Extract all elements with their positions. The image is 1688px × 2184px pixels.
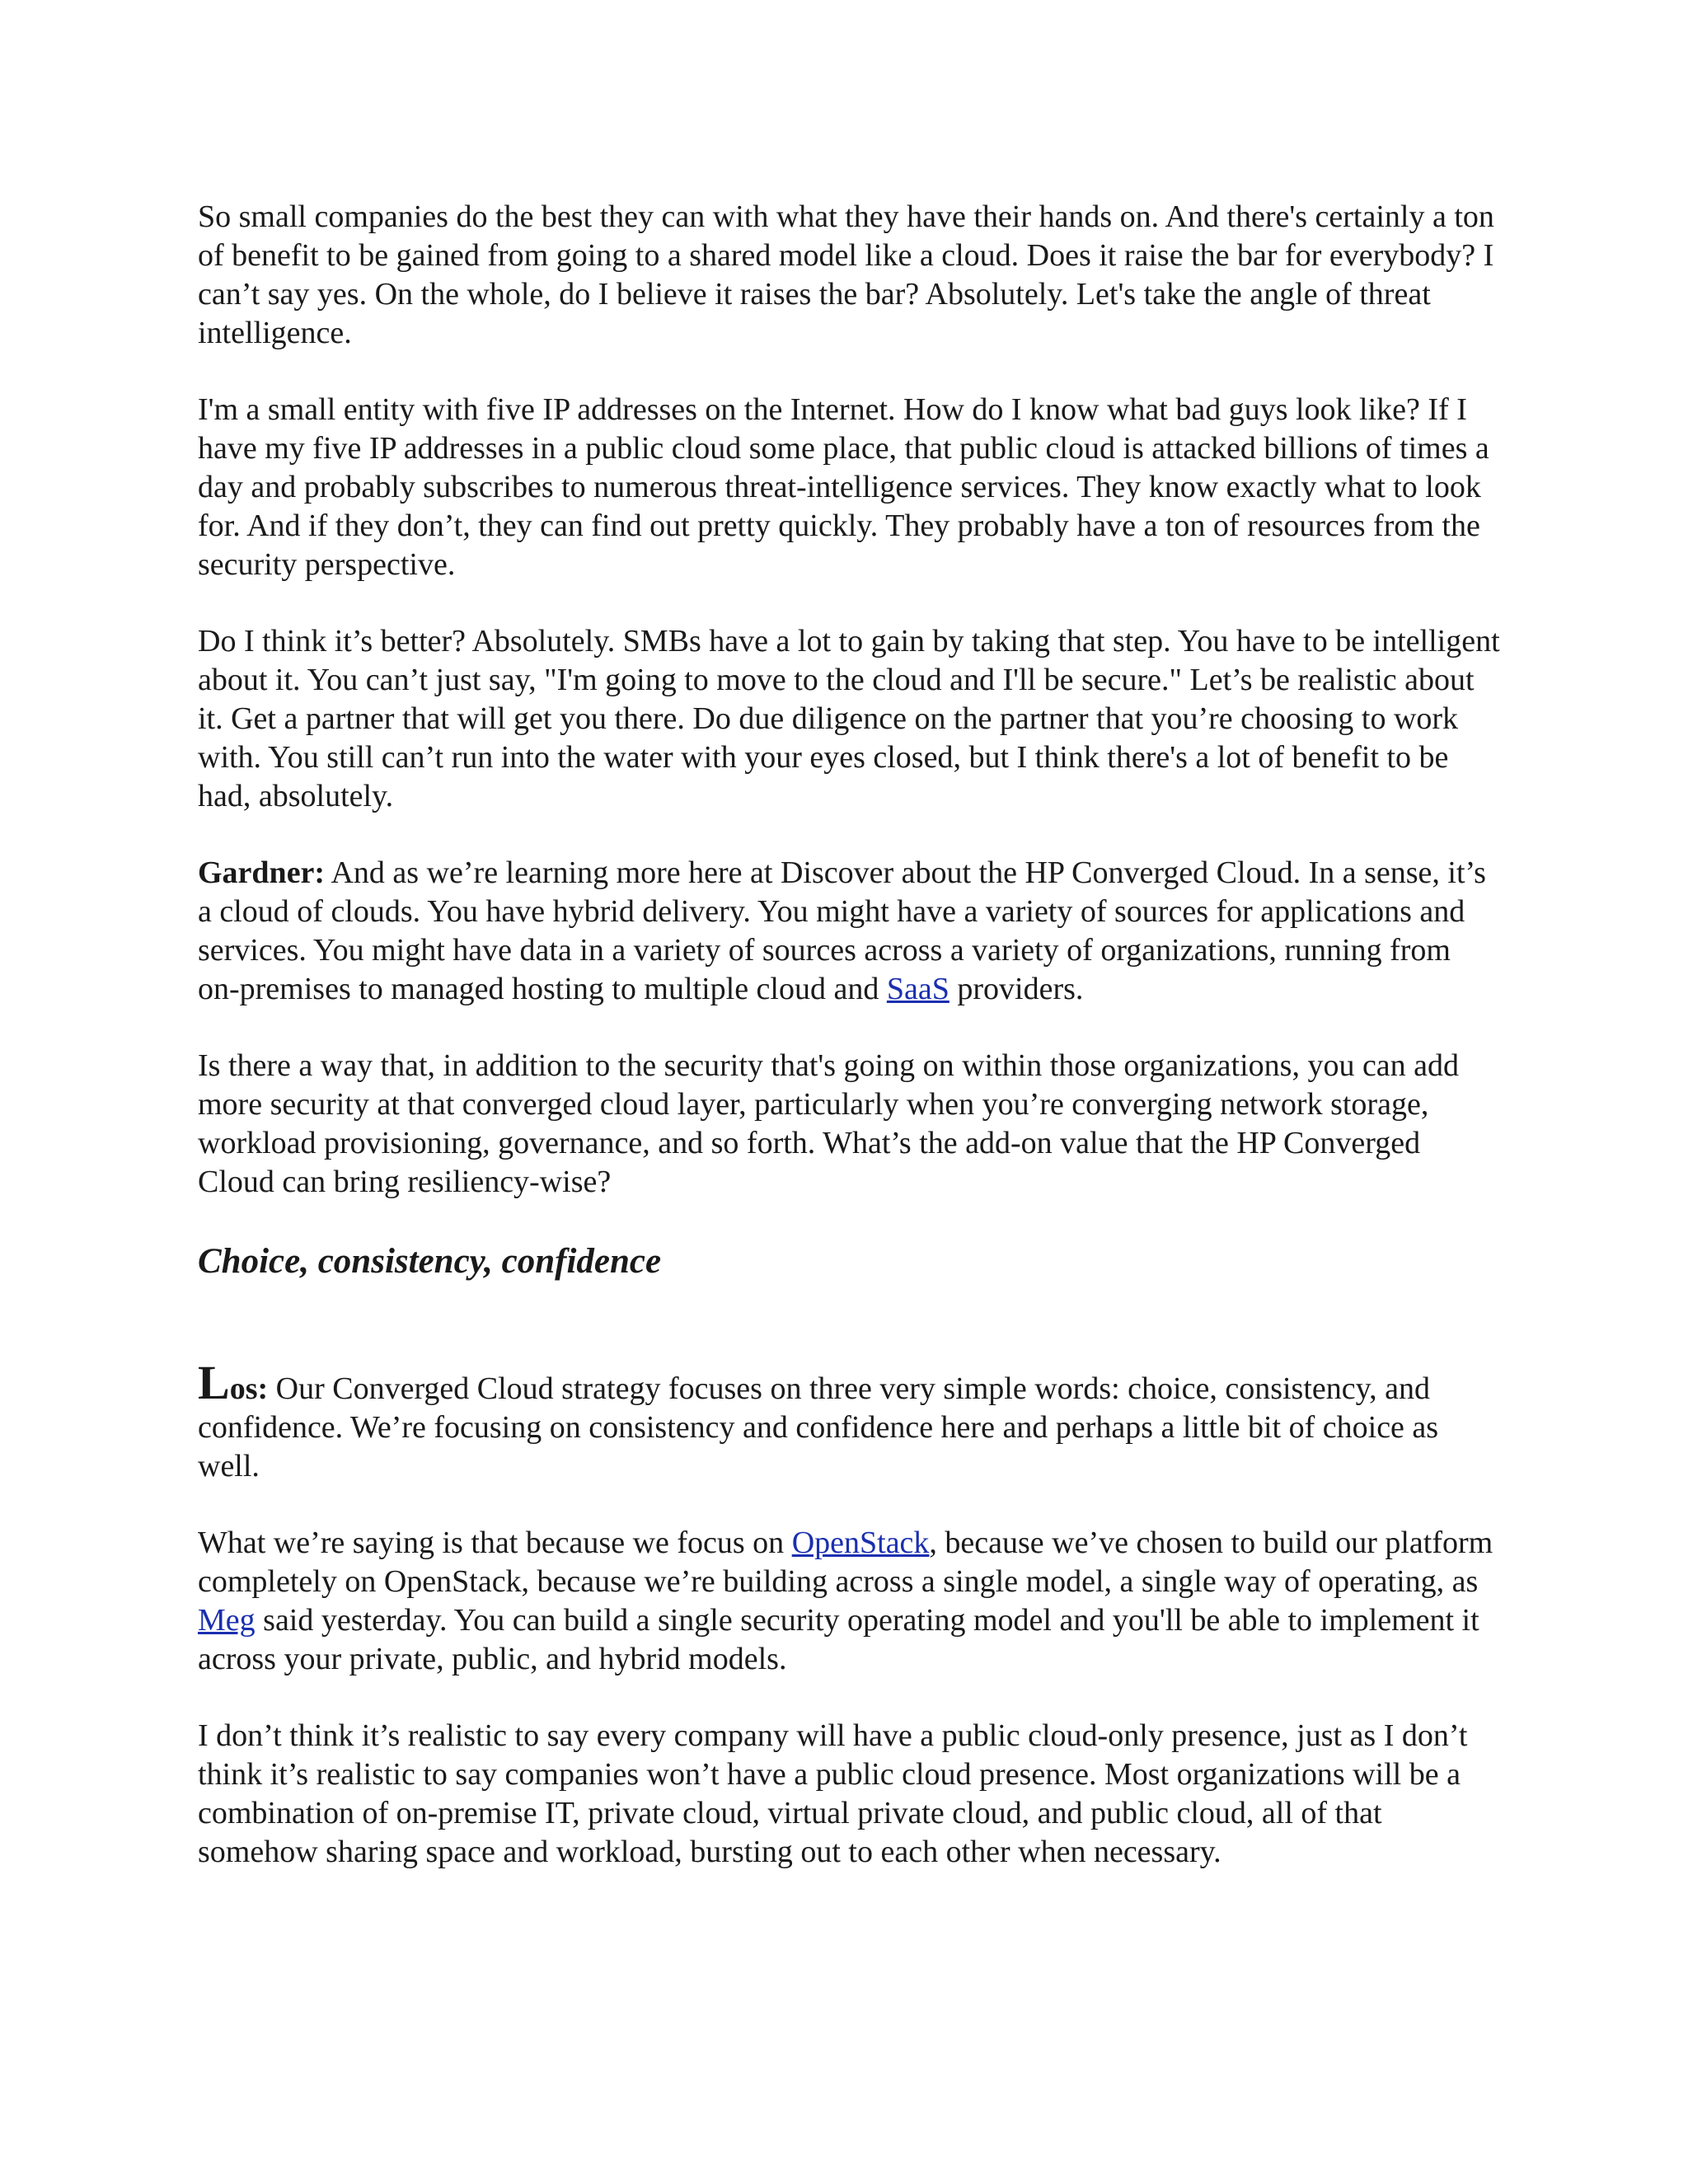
openstack-text-end: said yesterday. You can build a single security operating model and you'll be able to implement it across your private, public, and hybrid models. [198, 1603, 1479, 1676]
openstack-link[interactable]: OpenStack [791, 1526, 930, 1560]
document-page [198, 198, 1500, 1910]
paragraph-question: Is there a way that, in addition to the security that's going on within those organizations, you can add more security at that converged cloud layer, particularly when you’re converging network storage, workload provisioning, governance, and so forth. What’s the add-on value that the HP Converged Cloud can bring resiliency-wise? [198, 1048, 1460, 1199]
paragraph-final: I don’t think it’s realistic to say every company will have a public cloud-only presence, just as I don’t think it’s realistic to say companies won’t have a public cloud presence. Most organizations will be a combination of on-premise IT, private cloud, virtual private cloud, and public cloud, all of that somehow sharing space and workload, bursting out to each other when necessary. [198, 1718, 1468, 1869]
saas-link[interactable]: SaaS [886, 972, 950, 1006]
speaker-los [198, 1356, 269, 1409]
gardner-text: And as we’re learning more here at Discover about the HP Converged Cloud. In a sense, it’s a cloud of clouds. You have hybrid delivery. You might have a variety of sources for applications and services. You might have data in a variety of sources across a variety of organizations, running from on-premises to managed hosting to multiple cloud and [198, 855, 1486, 1006]
paragraph-gardner [198, 854, 1500, 1009]
los-text: Our Converged Cloud strategy focuses on three very simple words: choice, consistency, and confidence. We’re focusing on consistency and confidence here and perhaps a little bit of choice as well. [198, 1371, 1439, 1483]
paragraph-better: Do I think it’s better? Absolutely. SMBs have a lot to gain by taking that step. You have to be intelligent about it. You can’t just say, "I'm going to move to the cloud and I'll be secure." Let’s be realistic about it. Get a partner that will get you there. Do due diligence on the partner that you’re choosing to work with. You still can’t run into the water with your eyes closed, but I think there's a lot of benefit to be had, absolutely. [198, 624, 1500, 813]
drop-cap: L [198, 1356, 230, 1409]
paragraph-openstack [198, 1524, 1500, 1679]
meg-link[interactable]: Meg [198, 1603, 256, 1638]
speaker-los-rest: os: [229, 1371, 269, 1406]
paragraph-small-entity: I'm a small entity with five IP addresses on the Internet. How do I know what bad guys look like? If I have my five IP addresses in a public cloud some place, that public cloud is attacked billions of times a day and probably subscribes to numerous threat-intelligence services. They know exactly what to look for. And if they don’t, they can find out pretty quickly. They probably have a ton of resources from the security perspective. [198, 392, 1489, 582]
speaker-gardner: Gardner: [198, 855, 326, 890]
gardner-text-end: providers. [949, 972, 1084, 1006]
openstack-text-middle: , because we’ve chosen to build our platform completely on OpenStack, because we’re building across a single model, a single way of operating, as [198, 1526, 1493, 1599]
openstack-text-start: What we’re saying is that because we focus on [198, 1526, 792, 1560]
paragraph-los [198, 1356, 1500, 1486]
section-heading: Choice, consistency, confidence [198, 1242, 662, 1281]
paragraph-small-companies: So small companies do the best they can with what they have their hands on. And there's certainly a ton of benefit to be gained from going to a shared model like a cloud. Does it raise the bar for everybody? I can’t say yes. On the whole, do I believe it raises the bar? Absolutely. Let's take the angle of threat intelligence. [198, 199, 1494, 350]
